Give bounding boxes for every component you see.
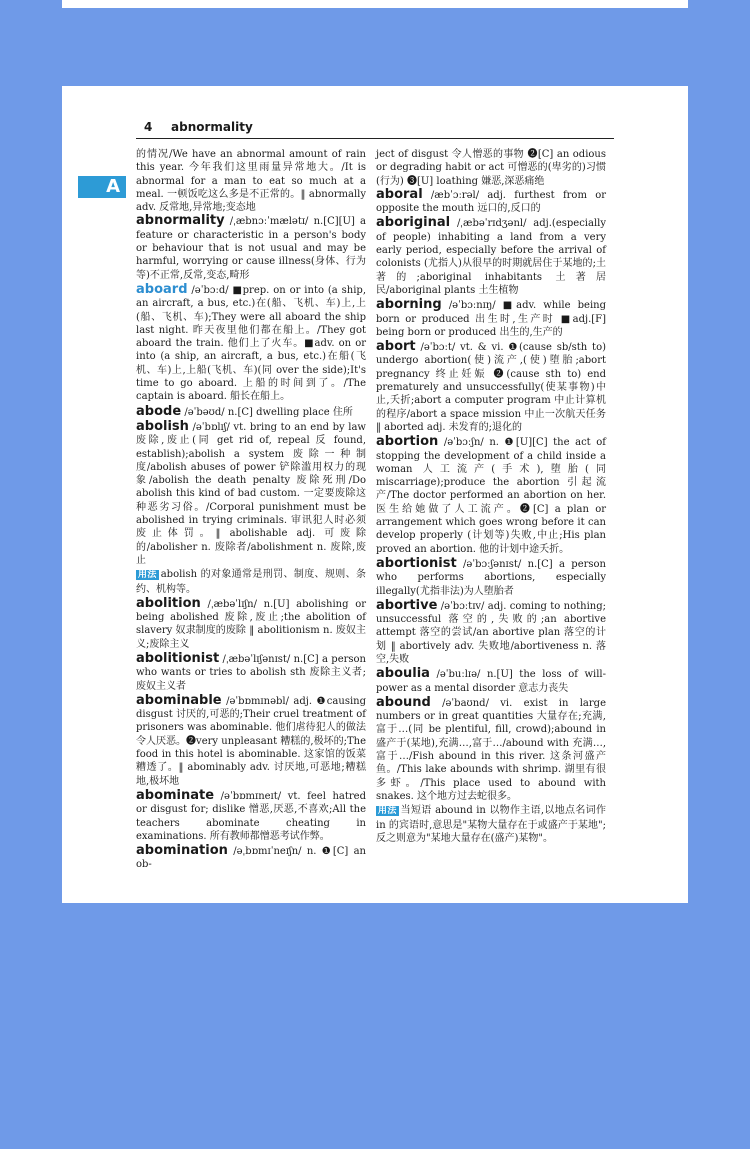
dictionary-entry <box>136 420 366 567</box>
dictionary-entry <box>136 652 366 693</box>
entry-definition: /əˈbəʊd/ n.[C] dwelling place 住所 <box>184 406 353 418</box>
entry-definition: /ˌæbnɔːˈmælətɪ/ n.[C][U] a feature or characteristic in a person's body or behaviour that is not usual and may be harmful, worrying or cause illness(身体、行为等)不正常,反常,变态,畸形 <box>136 216 366 281</box>
dictionary-entry <box>136 405 366 419</box>
entry-definition: /əˈbɔːnɪŋ/ ■adv. while being born or produced 出生时,生产时 ■adj.[F] being born or produced 出生的,生产的 <box>376 300 606 338</box>
entry-headword: abolitionist <box>136 650 220 666</box>
entry-definition: 当短语 abound in 以物作主语,以地点名词作 in 的宾语时,意思是"某物大量存在于或盛产于某地";反之则意为"某地大量存在(盛产)某物"。 <box>376 805 606 844</box>
entry-definition: /ˌæbəˈlɪʃənɪst/ n.[C] a person who wants or tries to abolish sth 废除主义者;废奴主义者 <box>136 653 366 692</box>
entry-definition: abolish 的对象通常是刑罚、制度、规则、条约、机构等。 <box>136 569 366 595</box>
entry-definition: /əˈbɔːʃənɪst/ n.[C] a person who performs abortions, especially illegally(尤指非法)为人堕胎者 <box>376 558 606 597</box>
dictionary-entry <box>136 568 366 596</box>
right-continuation: ject of disgust 令人憎恶的事物 ❷[C] an odious or degrading habit or act 可憎恶的(卑劣的)习惯(行为) ❸[U] loathing 嫌恶,深恶痛绝 <box>376 149 606 187</box>
dictionary-entry <box>136 789 366 843</box>
dictionary-entry <box>376 298 606 339</box>
entry-headword: aboriginal <box>376 215 451 231</box>
entry-headword: aboral <box>376 186 423 202</box>
left-column <box>136 148 366 873</box>
entry-headword: abnormality <box>136 213 225 229</box>
entry-headword: abode <box>136 403 182 419</box>
page-header <box>136 120 614 139</box>
entry-definition: /əˈbɔːʃn/ n. ❶[U][C] the act of stopping the development of a child inside a woman 人工流产(手术),堕胎(同 miscarriage);produce the abortion 引起流产/The doctor performed an abortion on her. 医生给她做了人工流产。❷[C] a plan or arrangement which goes wrong before it can develop properly (计划等)失败,中止;His plan proved an abortion. 他的计划中途夭折。 <box>376 437 606 555</box>
entry-definition: /əˈbɒmɪnəbl/ adj. ❶causing disgust 讨厌的,可恶的;Their cruel treatment of prisoners was abominable. 他们虐待犯人的做法令人厌恶。❷very unpleasant 糟糕的,极坏的;The food in this hotel is abominable. 这家馆的饭菜糟透了。‖ abominably adv. 讨厌地,可恶地;糟糕地,极坏地 <box>136 695 366 787</box>
dictionary-entry <box>376 696 606 803</box>
entry-headword: abortionist <box>376 555 457 571</box>
dictionary-entry <box>376 188 606 216</box>
right-column <box>376 148 606 846</box>
dictionary-entry <box>136 597 366 651</box>
entry-headword: abolish <box>136 418 189 434</box>
usage-note-tag: 用法 <box>378 806 397 817</box>
dictionary-entry <box>376 216 606 297</box>
left-continuation: 的情况/We have an abnormal amount of rain this year. 今年我们这里雨量异常地大。/It is abnormal for a man to eat so much at a meal. 一顿饭吃这么多是不正常的。‖ abnormally adv. 反常地,异常地;变态地 <box>136 149 366 214</box>
entry-headword: abound <box>376 694 431 710</box>
entry-headword: abominable <box>136 692 222 708</box>
entry-headword: aboard <box>136 281 188 297</box>
entry-definition: /əˈbɒmɪneɪt/ vt. feel hatred or disgust for; dislike 憎恶,厌恶,不喜欢;All the teachers abominate cheating in examinations. 所有教师都憎恶考试作弊。 <box>136 790 366 842</box>
dictionary-entry <box>376 804 606 845</box>
entry-headword: abort <box>376 339 416 355</box>
entry-definition: /ˌæbəˈlɪʃn/ n.[U] abolishing or being abolished 废除,废止;the abolition of slavery 奴隶制度的废除 ‖ abolitionism n. 废奴主义;废除主义 <box>136 598 366 650</box>
dictionary-entry <box>136 844 366 872</box>
entry-definition: /əˈbuːlɪə/ n.[U] the loss of will-power as a mental disorder 意志力丧失 <box>376 669 606 694</box>
entry-headword: abomination <box>136 843 228 859</box>
entry-definition: /əˈbɔːt/ vt. & vi. ❶(cause sb/sth to) undergo abortion(使)流产,(使)堕胎;abort pregnancy 终止妊娠 ❷(cause sth to) end prematurely and unsuccessfully(使某事物)中止,夭折;abort a computer program 中止计算机的程序/abort a space mission 中止一次航天任务 ‖ aborted adj. 未发育的;退化的 <box>376 342 606 433</box>
letter-tab: A <box>78 176 126 198</box>
dictionary-page <box>62 86 688 903</box>
running-head: abnormality <box>171 120 253 134</box>
dictionary-entry <box>136 694 366 788</box>
usage-note-tag: 用法 <box>138 570 157 581</box>
entry-definition: /æbˈɔːrəl/ adj. furthest from or opposite the mouth 远口的,反口的 <box>376 189 606 215</box>
dictionary-entry <box>376 435 606 556</box>
dictionary-entry <box>136 214 366 281</box>
entry-headword: aboulia <box>376 666 430 682</box>
entry-headword: abominate <box>136 787 215 803</box>
entry-definition: /əˈbɔːd/ ■prep. on or into (a ship, an aircraft, a bus, etc.)在(船、飞机、车)上,上(船、飞机、车);They were all aboard the ship last night. 昨天夜里他们都在船上。/They got aboard the train. 他们上了火车。■adv. on or into (a ship, an aircraft, a bus, etc.)在船(飞机、车)上,上船(飞机、车)(同 over the side);It's time to go aboard. 上船的时间到了。/The captain is aboard. 船长在船上。 <box>136 284 366 403</box>
entry-definition: /əˈbɔːtɪv/ adj. coming to nothing; unsuccessful 落空的,失败的;an abortive attempt 落空的尝试/an abortive plan 落空的计划 ‖ abortively adv. 失败地/abortiveness n. 落空,失败 <box>376 600 607 665</box>
page-number: 4 <box>144 120 153 134</box>
dictionary-entry <box>376 340 606 434</box>
entry-headword: abortive <box>376 597 438 613</box>
entry-headword: abolition <box>136 595 201 611</box>
entry-definition: /ˌæbəˈrɪdʒənl/ adj.(especially of people) inhabiting a land from a very early period, especially before the arrival of colonists (尤指人)从很早的时期就居住于某地的;土著的;aboriginal inhabitants 土著居民/aboriginal plants 土生植物 <box>376 218 606 296</box>
entry-definition: /əˌbɒmɪˈneɪʃn/ n. ❶[C] an ob- <box>136 846 366 871</box>
entry-headword: aborning <box>376 297 442 313</box>
dictionary-entry <box>136 283 366 404</box>
entry-definition: /əˈbaʊnd/ vi. exist in large numbers or in great quantities 大量存在;充满,富于…(同 be plentiful, fill, crowd);abound in 盛产于(某地),充满…,富于…/abound with 充满…,富于…/Fish abound in this river. 这条河盛产鱼。/This lake abounds with shrimp. 湖里有很多虾。/This place used to abound with snakes. 这个地方过去蛇很多。 <box>376 697 606 802</box>
entry-definition: /əˈbɒlɪʃ/ vt. bring to an end by law 废除,废止(同 get rid of, repeal 反 found, establish);abolish a system 废除一种制度/abolish abuses of power 铲除滥用权力的现象/abolish the death penalty 废除死刑/Do abolish this kind of bad custom. 一定要废除这种恶劣习俗。/Corporal punishment must be abolished in trying criminals. 审讯犯人时必须废止体罚。‖ abolishable adj. 可废除的/abolisher n. 废除者/abolishment n. 废除,废止 <box>136 421 366 566</box>
top-page-strip <box>62 0 688 8</box>
dictionary-entry <box>376 599 606 666</box>
dictionary-entry <box>376 557 606 598</box>
dictionary-entry <box>376 667 606 695</box>
entry-headword: abortion <box>376 434 439 450</box>
